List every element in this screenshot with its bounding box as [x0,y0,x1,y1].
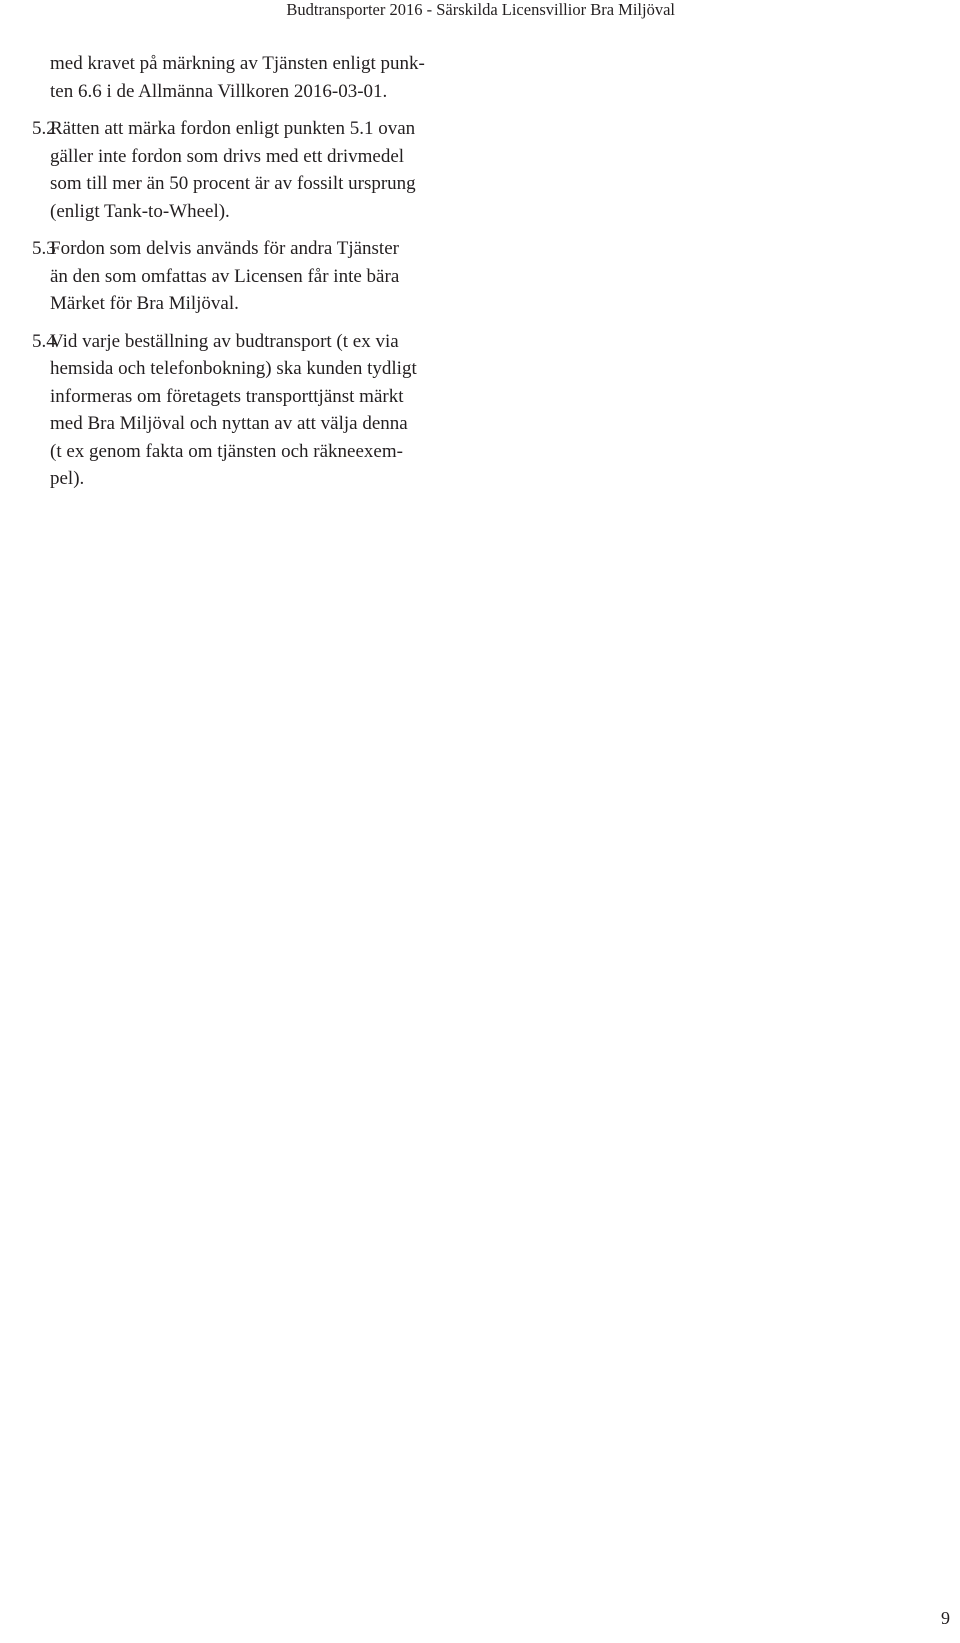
text-line: ten 6.6 i de Allmänna Villkoren 2016-03-01. [50,80,388,102]
clause-text [50,328,472,493]
continuation-paragraph [32,50,472,105]
text-line: pel). [50,468,85,489]
text-line: gäller inte fordon som drivs med ett drivmedel [50,145,405,167]
page-number: 9 [941,1608,950,1628]
clause-number: 5.4 [32,330,56,352]
clause-number: 5.3 [32,238,56,259]
clause-text [50,235,472,318]
document-body [32,50,472,503]
text-line: (t ex genom fakta om tjänsten och räkneexem- [50,440,403,462]
running-header: Budtransporter 2016 - Särskilda Licensvillior Bra Miljöval [286,0,675,19]
text-line: Rätten att märka fordon enligt punkten 5.1 ovan [50,118,416,139]
clause-5-2 [32,115,472,225]
text-line: (enligt Tank-to-Wheel). [50,200,230,222]
text-line: informeras om företagets transporttjänst märkt [50,385,404,407]
text-line: som till mer än 50 procent är av fossilt ursprung [50,173,416,194]
text-line: Fordon som delvis används för andra Tjänster [50,238,399,259]
text-line: Märket för Bra Miljöval. [50,293,239,314]
text-line: med kravet på märkning av Tjänsten enligt punk- [50,53,425,74]
clause-5-4 [32,328,472,493]
text-line: med Bra Miljöval och nyttan av att välja denna [50,413,408,434]
text-line: hemsida och telefonbokning) ska kunden tydligt [50,358,417,379]
clause-number: 5.2 [32,118,56,139]
clause-text [50,115,472,225]
text-line: än den som omfattas av Licensen får inte bära [50,265,400,287]
text-line: Vid varje beställning av budtransport (t ex via [50,330,399,352]
clause-5-3 [32,235,472,318]
